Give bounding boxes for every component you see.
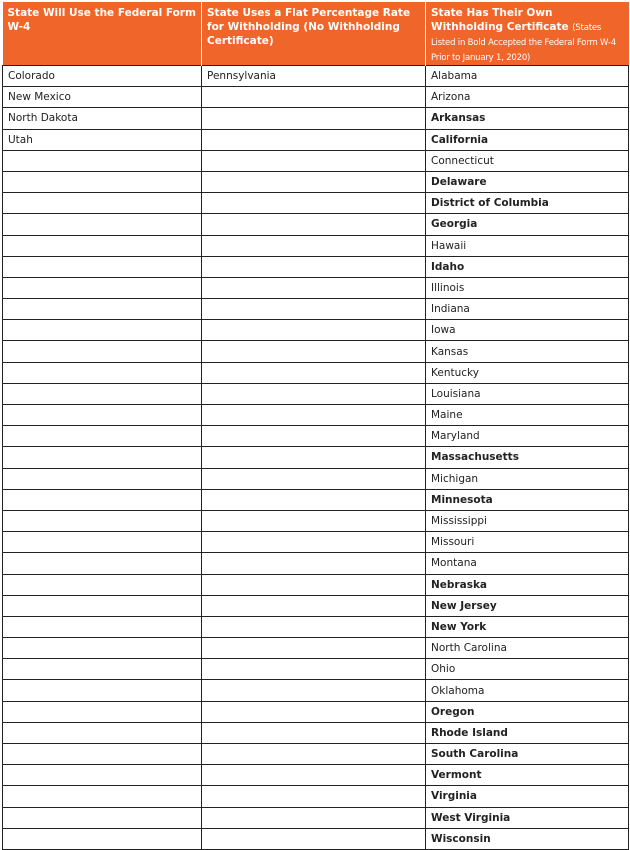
flat-rate-state-cell bbox=[202, 426, 426, 447]
flat-rate-state-cell bbox=[202, 299, 426, 320]
table-row bbox=[3, 214, 629, 235]
federal-w4-state-cell bbox=[3, 341, 202, 362]
federal-w4-state-cell bbox=[3, 171, 202, 192]
table-row bbox=[3, 616, 629, 637]
table-row bbox=[3, 320, 629, 341]
flat-rate-state-cell bbox=[202, 807, 426, 828]
federal-w4-state-cell bbox=[3, 722, 202, 743]
flat-rate-state-cell bbox=[202, 341, 426, 362]
flat-rate-state-cell bbox=[202, 277, 426, 298]
flat-rate-state-cell bbox=[202, 489, 426, 510]
federal-w4-state-cell bbox=[3, 616, 202, 637]
federal-w4-state-cell bbox=[3, 299, 202, 320]
own-certificate-state-cell: Connecticut bbox=[426, 150, 629, 171]
flat-rate-state-cell bbox=[202, 659, 426, 680]
flat-rate-state-cell bbox=[202, 129, 426, 150]
federal-w4-state-cell bbox=[3, 765, 202, 786]
withholding-table bbox=[2, 2, 629, 850]
own-certificate-state-cell: Oklahoma bbox=[426, 680, 629, 701]
own-certificate-state-cell: Montana bbox=[426, 553, 629, 574]
federal-w4-state-cell bbox=[3, 235, 202, 256]
own-certificate-state-cell: Kentucky bbox=[426, 362, 629, 383]
flat-rate-state-cell bbox=[202, 383, 426, 404]
table-body bbox=[3, 66, 629, 850]
flat-rate-state-cell bbox=[202, 320, 426, 341]
own-certificate-state-cell: Hawaii bbox=[426, 235, 629, 256]
flat-rate-state-cell bbox=[202, 701, 426, 722]
header-flat-rate bbox=[202, 2, 426, 66]
flat-rate-state-cell bbox=[202, 828, 426, 849]
own-certificate-state-cell: Michigan bbox=[426, 468, 629, 489]
table-row bbox=[3, 744, 629, 765]
federal-w4-state-cell bbox=[3, 701, 202, 722]
table-row bbox=[3, 256, 629, 277]
flat-rate-state-cell bbox=[202, 616, 426, 637]
own-certificate-state-cell: Arizona bbox=[426, 87, 629, 108]
header-row bbox=[3, 2, 629, 66]
federal-w4-state-cell: Utah bbox=[3, 129, 202, 150]
flat-rate-state-cell bbox=[202, 171, 426, 192]
own-certificate-state-cell: Nebraska bbox=[426, 574, 629, 595]
flat-rate-state-cell bbox=[202, 235, 426, 256]
header-own-certificate bbox=[426, 2, 629, 66]
federal-w4-state-cell: Colorado bbox=[3, 66, 202, 87]
own-certificate-state-cell: Ohio bbox=[426, 659, 629, 680]
federal-w4-state-cell bbox=[3, 489, 202, 510]
federal-w4-state-cell bbox=[3, 510, 202, 531]
federal-w4-state-cell bbox=[3, 659, 202, 680]
federal-w4-state-cell bbox=[3, 214, 202, 235]
table-row bbox=[3, 828, 629, 849]
federal-w4-state-cell bbox=[3, 256, 202, 277]
flat-rate-state-cell bbox=[202, 595, 426, 616]
table-row bbox=[3, 277, 629, 298]
flat-rate-state-cell bbox=[202, 532, 426, 553]
flat-rate-state-cell bbox=[202, 722, 426, 743]
flat-rate-state-cell bbox=[202, 680, 426, 701]
flat-rate-state-cell bbox=[202, 405, 426, 426]
federal-w4-state-cell bbox=[3, 744, 202, 765]
own-certificate-state-cell: Minnesota bbox=[426, 489, 629, 510]
own-certificate-state-cell: Mississippi bbox=[426, 510, 629, 531]
flat-rate-state-cell bbox=[202, 765, 426, 786]
federal-w4-state-cell: New Mexico bbox=[3, 87, 202, 108]
federal-w4-state-cell bbox=[3, 532, 202, 553]
table-row bbox=[3, 87, 629, 108]
flat-rate-state-cell: Pennsylvania bbox=[202, 66, 426, 87]
own-certificate-state-cell: California bbox=[426, 129, 629, 150]
federal-w4-state-cell bbox=[3, 807, 202, 828]
federal-w4-state-cell bbox=[3, 362, 202, 383]
federal-w4-state-cell bbox=[3, 193, 202, 214]
own-certificate-state-cell: Alabama bbox=[426, 66, 629, 87]
federal-w4-state-cell bbox=[3, 150, 202, 171]
flat-rate-state-cell bbox=[202, 638, 426, 659]
flat-rate-state-cell bbox=[202, 256, 426, 277]
table-row bbox=[3, 405, 629, 426]
table-row bbox=[3, 447, 629, 468]
own-certificate-state-cell: Maryland bbox=[426, 426, 629, 447]
federal-w4-state-cell bbox=[3, 680, 202, 701]
own-certificate-state-cell: Georgia bbox=[426, 214, 629, 235]
own-certificate-state-cell: Wisconsin bbox=[426, 828, 629, 849]
own-certificate-state-cell: Iowa bbox=[426, 320, 629, 341]
own-certificate-state-cell: North Carolina bbox=[426, 638, 629, 659]
federal-w4-state-cell bbox=[3, 828, 202, 849]
federal-w4-state-cell bbox=[3, 786, 202, 807]
table-row bbox=[3, 680, 629, 701]
federal-w4-state-cell bbox=[3, 638, 202, 659]
table-row bbox=[3, 193, 629, 214]
own-certificate-state-cell: New Jersey bbox=[426, 595, 629, 616]
own-certificate-state-cell: Illinois bbox=[426, 277, 629, 298]
own-certificate-state-cell: Arkansas bbox=[426, 108, 629, 129]
flat-rate-state-cell bbox=[202, 553, 426, 574]
flat-rate-state-cell bbox=[202, 786, 426, 807]
own-certificate-state-cell: Rhode Island bbox=[426, 722, 629, 743]
federal-w4-state-cell bbox=[3, 468, 202, 489]
federal-w4-state-cell bbox=[3, 447, 202, 468]
own-certificate-state-cell: Louisiana bbox=[426, 383, 629, 404]
table-row bbox=[3, 489, 629, 510]
flat-rate-state-cell bbox=[202, 744, 426, 765]
table-row bbox=[3, 362, 629, 383]
federal-w4-state-cell: North Dakota bbox=[3, 108, 202, 129]
table-row bbox=[3, 468, 629, 489]
own-certificate-state-cell: Kansas bbox=[426, 341, 629, 362]
own-certificate-state-cell: South Carolina bbox=[426, 744, 629, 765]
own-certificate-state-cell: District of Columbia bbox=[426, 193, 629, 214]
federal-w4-state-cell bbox=[3, 574, 202, 595]
table-row bbox=[3, 574, 629, 595]
table-row bbox=[3, 807, 629, 828]
flat-rate-state-cell bbox=[202, 574, 426, 595]
table-row bbox=[3, 66, 629, 87]
table-row bbox=[3, 701, 629, 722]
header-own-certificate-text: State Has Their Own Withholding Certificate bbox=[431, 7, 569, 33]
own-certificate-state-cell: Maine bbox=[426, 405, 629, 426]
header-federal-w4-text: State Will Use the Federal Form W-4 bbox=[7, 7, 196, 33]
table-row bbox=[3, 299, 629, 320]
table-row bbox=[3, 235, 629, 256]
table-row bbox=[3, 383, 629, 404]
own-certificate-state-cell: Delaware bbox=[426, 171, 629, 192]
federal-w4-state-cell bbox=[3, 383, 202, 404]
flat-rate-state-cell bbox=[202, 214, 426, 235]
table-row bbox=[3, 426, 629, 447]
table-row bbox=[3, 108, 629, 129]
table-row bbox=[3, 150, 629, 171]
table-row bbox=[3, 510, 629, 531]
table-row bbox=[3, 341, 629, 362]
table-row bbox=[3, 722, 629, 743]
flat-rate-state-cell bbox=[202, 87, 426, 108]
federal-w4-state-cell bbox=[3, 595, 202, 616]
flat-rate-state-cell bbox=[202, 150, 426, 171]
own-certificate-state-cell: West Virginia bbox=[426, 807, 629, 828]
own-certificate-state-cell: Idaho bbox=[426, 256, 629, 277]
table-row bbox=[3, 638, 629, 659]
flat-rate-state-cell bbox=[202, 510, 426, 531]
own-certificate-state-cell: Virginia bbox=[426, 786, 629, 807]
table-row bbox=[3, 595, 629, 616]
own-certificate-state-cell: Missouri bbox=[426, 532, 629, 553]
own-certificate-state-cell: New York bbox=[426, 616, 629, 637]
federal-w4-state-cell bbox=[3, 277, 202, 298]
table-row bbox=[3, 532, 629, 553]
table-row bbox=[3, 553, 629, 574]
flat-rate-state-cell bbox=[202, 193, 426, 214]
header-own-certificate-note: (States Listed in Bold Accepted the Federal Form W-4 Prior to January 1, 2020) bbox=[431, 23, 616, 63]
header-flat-rate-text: State Uses a Flat Percentage Rate for Withholding (No Withholding Certificate) bbox=[207, 7, 411, 47]
table-row bbox=[3, 129, 629, 150]
table-row bbox=[3, 659, 629, 680]
own-certificate-state-cell: Indiana bbox=[426, 299, 629, 320]
table-row bbox=[3, 171, 629, 192]
table-row bbox=[3, 765, 629, 786]
header-federal-w4 bbox=[3, 2, 202, 66]
own-certificate-state-cell: Vermont bbox=[426, 765, 629, 786]
table-row bbox=[3, 786, 629, 807]
flat-rate-state-cell bbox=[202, 468, 426, 489]
federal-w4-state-cell bbox=[3, 320, 202, 341]
own-certificate-state-cell: Oregon bbox=[426, 701, 629, 722]
federal-w4-state-cell bbox=[3, 405, 202, 426]
federal-w4-state-cell bbox=[3, 426, 202, 447]
federal-w4-state-cell bbox=[3, 553, 202, 574]
flat-rate-state-cell bbox=[202, 362, 426, 383]
flat-rate-state-cell bbox=[202, 108, 426, 129]
flat-rate-state-cell bbox=[202, 447, 426, 468]
own-certificate-state-cell: Massachusetts bbox=[426, 447, 629, 468]
